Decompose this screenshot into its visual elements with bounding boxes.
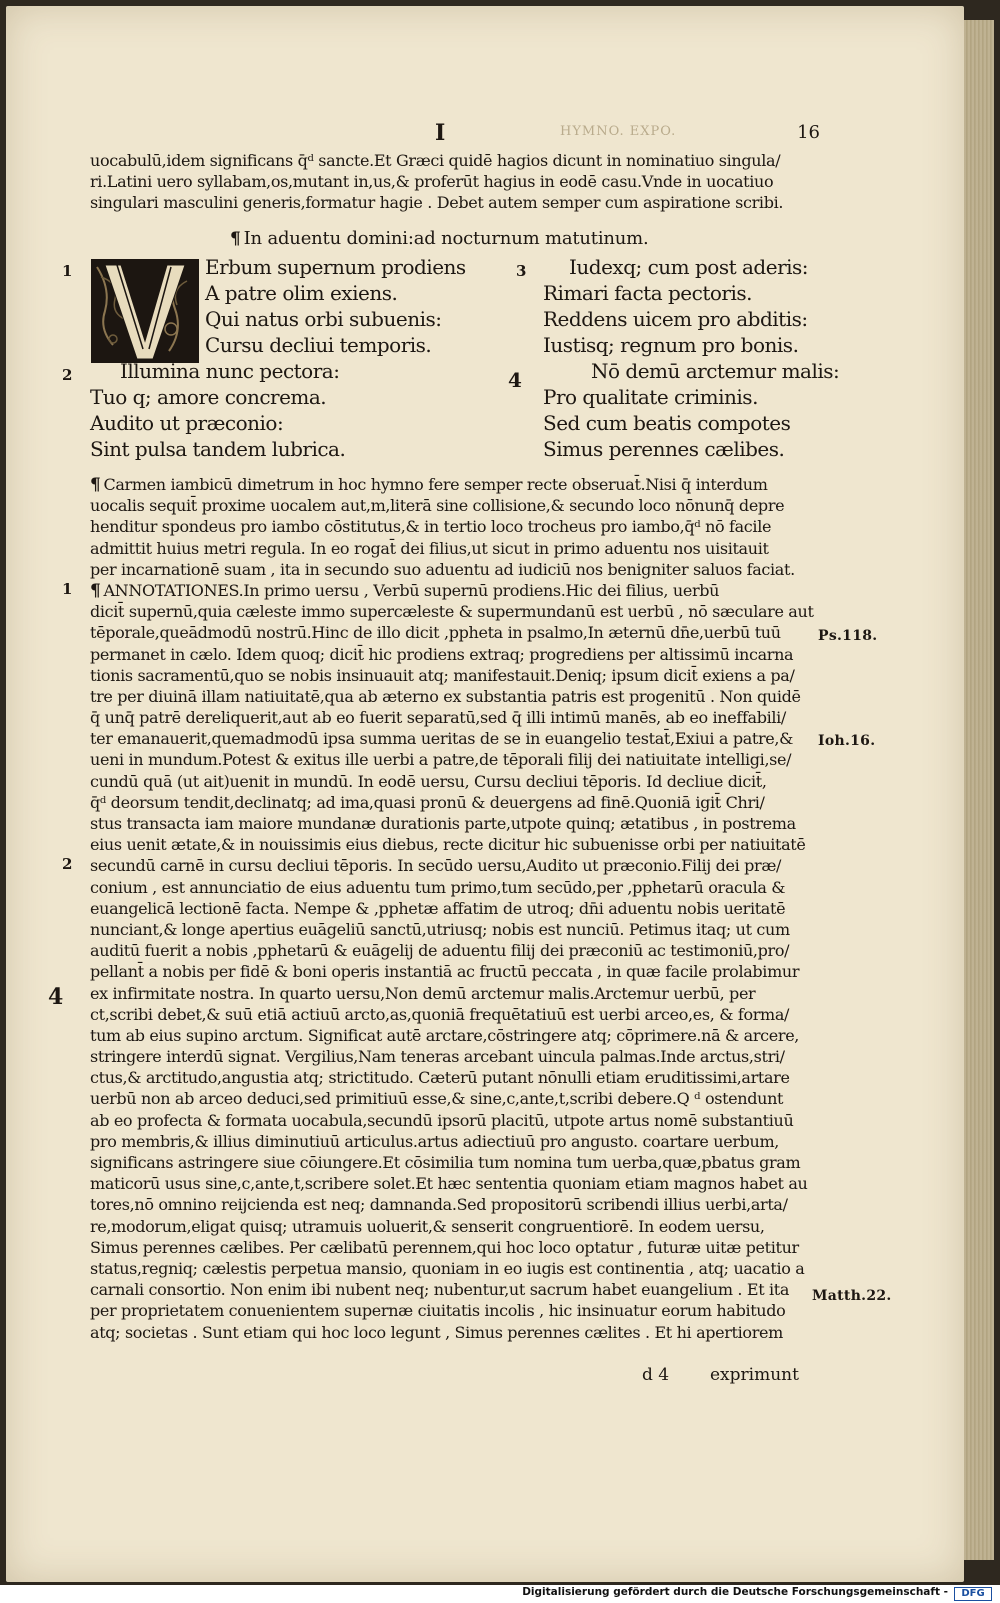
text-line: pellant̄ a nobis per fidē & boni operis instantiā ac fructū peccata , in quæ facile prolabimur bbox=[90, 962, 800, 982]
text-line: henditur spondeus pro iambo cōstitutus,& in tertio loco trocheus pro iambo,q̄ᵈ nō facile bbox=[90, 517, 772, 537]
text-line: tēporale,queādmodū nostrū.Hinc de illo dicit ,ppheta in psalmo,In æternū dn̄e,uerbū tuū bbox=[90, 623, 781, 643]
verse: Iudexq; cum post aderis: bbox=[569, 255, 809, 279]
text-line: uocalis sequit̄ proxime uocalem aut,m,literā sine collisione,& secundo loco nōnunq̄ depre bbox=[90, 496, 785, 516]
verse: A patre olim exiens. bbox=[205, 281, 398, 305]
text-line: q̄ unq̄ patrē dereliquerit,aut ab eo fuerit separatū,sed q̄ illi intimū manēs, ab eo ineffabili/ bbox=[90, 708, 786, 728]
text-line: cundū quā (ut ait)uenit in mundū. In eodē uersu, Cursu decliui tēporis. Id decliue dicit̄, bbox=[90, 771, 767, 791]
verse: Illumina nunc pectora: bbox=[120, 359, 340, 383]
initial-v-icon bbox=[91, 259, 199, 363]
text-line: ex infirmitate nostra. In quarto uersu,Non demū arctemur malis.Arctemur uerbū, per bbox=[90, 983, 756, 1003]
text-line: ctus,& arctitudo,angustia atq; strictitudo. Cæterū putant nōnulli etiam eruditissimi,artare bbox=[90, 1068, 790, 1088]
verse: Sed cum beatis compotes bbox=[543, 411, 791, 435]
text-line: ter emanauerit,quemadmodū ipsa summa ueritas de se in euangelio testat̄,Exiui a patre,& bbox=[90, 729, 794, 749]
text-line: stus transacta iam maiore mundanæ durationis parte,utpote quinq; ætatibus , in postrema bbox=[90, 814, 796, 833]
pilcrow-icon: ¶ bbox=[90, 475, 101, 495]
page-number: 16 bbox=[797, 122, 820, 143]
stanza-number: 2 bbox=[62, 366, 73, 384]
text-line: per proprietatem conuenientem supernæ ciuitatis incolis , hic insinuatur eorum habitudo bbox=[90, 1301, 786, 1321]
text-line: tionis sacramentū,quo se nobis insinuauit atq; manifestauit.Deniq; ipsum dicit̄ exiens a pa/ bbox=[90, 665, 795, 685]
text-line: auditū fuerit a nobis ,pphetarū & euāgelij de aduentu filij dei præconiū ac testimoniū,pro/ bbox=[90, 941, 790, 961]
decorated-initial-v bbox=[91, 259, 199, 363]
text-line: ¶ Carmen iambicū dimetrum in hoc hymno fere semper recte obseruat̄.Nisi q̄ interdum bbox=[90, 475, 768, 495]
text-line: uerbū non ab arceo deduci,sed primitiuū esse,& sine,c,ante,t,scribi debere.Q ᵈ ostendunt bbox=[90, 1089, 784, 1109]
verse: Rimari facta pectoris. bbox=[543, 281, 752, 305]
text-line: tum ab eius supino arctum. Significat autē arctare,cōstringere atq; cōprimere.nā & arcere, bbox=[90, 1025, 800, 1045]
catchword-signature: d 4 bbox=[642, 1365, 670, 1385]
text-line: tores,nō omnino reijcienda est neq; damnanda.Sed propositorū scribendi illius uerbi,arta/ bbox=[90, 1195, 788, 1215]
text-line: re,modorum,eligat quisq; utramuis uoluerit,& senserit congruentiorē. In eodem uersu, bbox=[90, 1216, 765, 1236]
stanza-1 bbox=[205, 254, 466, 358]
intro-paragraph bbox=[90, 150, 810, 214]
margin-number: 2 bbox=[62, 855, 73, 873]
hymn-title bbox=[230, 228, 649, 249]
text-line: q̄ᵈ deorsum tendit,declinatq; ad ima,quasi pronū & deuergens ad finē.Quoniā igit̄ Chri/ bbox=[90, 792, 765, 812]
text-line: per incarnationē suam , ita in secundo suo aduentu ad iudiciū nos benigniter saluos faciat. bbox=[90, 559, 795, 579]
text-line: conium , est annunciatio de eius aduentu tum primo,tum secūdo,per ,pphetarū oracula & bbox=[90, 877, 786, 897]
text-line: singulari masculini generis,formatur hagie . Debet autem semper cum aspiratione scribi. bbox=[90, 193, 784, 213]
verse: Erbum supernum prodiens bbox=[205, 255, 466, 279]
verse: Pro qualitate criminis. bbox=[543, 385, 758, 409]
text-line: ueni in mundum.Potest & exitus ille uerbi a patre,de tēporali filij dei natiuitate intelligi,se/ bbox=[90, 750, 792, 770]
text-line: ri.Latini uero syllabam,os,mutant in,us,& proferūt hagius in eodē casu.Vnde in uocatiuo bbox=[90, 172, 774, 192]
stanza-number: 4 bbox=[508, 368, 522, 392]
stanza-4 bbox=[543, 358, 839, 462]
text-line: carnali consortio. Non enim ibi nubent neq; nubentur,ut sacrum habet euangelium . Et ita bbox=[90, 1280, 790, 1300]
text-line: secundū carnē in cursu decliui tēporis. In secūdo uersu,Audito ut præconio.Filij dei præ/ bbox=[90, 856, 782, 876]
text-line: significans astringere siue cōiungere.Et cōsimilia tum nomina tum uerba,quæ,pbatus gram bbox=[90, 1153, 801, 1172]
annotations-heading-line: ¶ ANNOTATIONES.In primo uersu , Verbū supernū prodiens.Hic dei filius, uerbū bbox=[90, 580, 720, 601]
margin-number: 4 bbox=[48, 984, 64, 1010]
text-line: uocabulū,idem significans q̄ᵈ sancte.Et Græci quidē hagios dicunt in nominatiuo singula/ bbox=[90, 151, 781, 170]
verse: Sint pulsa tandem lubrica. bbox=[90, 437, 346, 461]
text-line: euangelicā lectionē facta. Nempe & ,pphetæ affatim de utroq; dn̄i aduentu nobis ueritatē bbox=[90, 898, 786, 918]
text-line: dicit̄ supernū,quia cæleste immo supercæleste & supermundanū est uerbū , nō sæculare aut bbox=[90, 602, 814, 622]
commentary-block bbox=[90, 474, 814, 1343]
margin-note-john: Ioh.16. bbox=[818, 733, 876, 749]
text-line: stringere interdū signat. Vergilius,Nam teneras arcebant uincula palmas.Inde arctus,stri/ bbox=[90, 1047, 785, 1067]
text-line: pro membris,& illius diminutiuū articulus.artus adiectiuū pro angusto. coartare uerbum, bbox=[90, 1131, 780, 1151]
text-line: maticorū usus sine,c,ante,t,scribere solet.Et hæc sententia quoniam etiam magnos habet au bbox=[90, 1174, 808, 1194]
margin-note-matthew: Matth.22. bbox=[812, 1288, 892, 1304]
verse: Qui natus orbi subuenis: bbox=[205, 307, 442, 331]
page-edge-stack bbox=[964, 20, 994, 1560]
page-header bbox=[100, 120, 820, 150]
pilcrow-icon: ¶ bbox=[90, 580, 101, 601]
text-line: ab eo profecta & formata uocabula,secundū ipsorū placitū, utpote artus nomē substantiuū bbox=[90, 1110, 794, 1130]
text-line: admittit huius metri regula. In eo rogat̄ dei filius,ut sicut in primo aduentu nos uisitauit bbox=[90, 538, 769, 558]
text-line: permanet in cælo. Idem quoq; dicit̄ hic prodiens extraq; progrediens per altissimū incarna bbox=[90, 644, 794, 664]
text-line: nunciant,& longe apertius euāgeliū sanctū,utriusq; nobis est nunciū. Petimus itaq; ut cum bbox=[90, 919, 790, 939]
margin-note-psalm: Ps.118. bbox=[818, 628, 878, 644]
stanza-number: 1 bbox=[62, 262, 73, 280]
pilcrow-icon: ¶ bbox=[230, 229, 241, 249]
verse: Reddens uicem pro abditis: bbox=[543, 307, 808, 331]
running-head-bleedthrough: HYMNO. EXPO. bbox=[560, 124, 677, 139]
dfg-logo-icon: DFG bbox=[954, 1587, 992, 1601]
verse: Iustisq; regnum pro bonis. bbox=[543, 333, 799, 357]
text-line: Simus perennes cælibes. Per cælibatū perennem,qui hoc loco optatur , futuræ uitæ petitur bbox=[90, 1237, 799, 1257]
footer-credit: Digitalisierung gefördert durch die Deutsche Forschungsgemeinschaft - bbox=[522, 1586, 948, 1598]
signature-mark: I bbox=[435, 120, 446, 146]
verse: Nō demū arctemur malis: bbox=[591, 359, 840, 383]
verse: Tuo q; amore concrema. bbox=[90, 385, 327, 409]
verse: Cursu decliui temporis. bbox=[205, 333, 432, 357]
hymn-title-text: In aduentu domini:ad nocturnum matutinum. bbox=[243, 228, 649, 249]
text-line: atq; societas . Sunt etiam qui hoc loco legunt , Simus perennes cælites . Et hi apertiorem bbox=[90, 1322, 783, 1342]
verse: Simus perennes cælibes. bbox=[543, 437, 785, 461]
catchword: exprimunt bbox=[710, 1365, 799, 1385]
stanza-number: 3 bbox=[516, 262, 527, 280]
text-line: ct,scribi debet,& suū etiā actiuū arcto,as,quoniā frequētatiuū est uerbi arceo,es, & forma/ bbox=[90, 1004, 790, 1024]
margin-number: 1 bbox=[62, 580, 73, 598]
text-line: status,regniq; cælestis perpetua mansio, quoniam in eo iugis est continentia , atq; uacatio a bbox=[90, 1258, 805, 1278]
verse: Audito ut præconio: bbox=[90, 411, 284, 435]
stanza-3 bbox=[543, 254, 808, 358]
text-line: tre per diuinā illam natiuitatē,qua ab æterno ex substantia patris est progenitū . Non quidē bbox=[90, 686, 801, 706]
stanza-2 bbox=[90, 358, 345, 462]
text-line: eius uenit ætate,& in nouissimis eius diebus, recte dicitur hic subuenisse orbi per natiuitatē bbox=[90, 835, 806, 855]
